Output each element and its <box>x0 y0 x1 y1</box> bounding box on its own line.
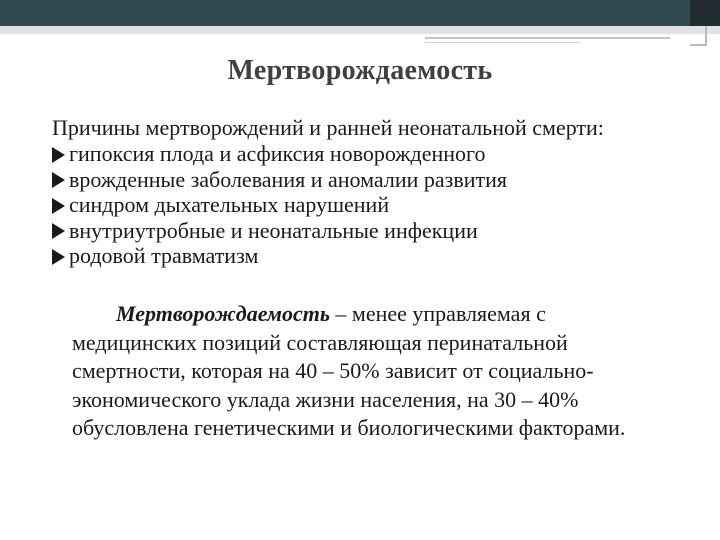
arrow-bullet-icon <box>52 249 65 265</box>
cause-text: гипоксия плода и асфиксия новорожденного <box>69 141 486 166</box>
cause-text: синдром дыхательных нарушений <box>69 192 390 217</box>
paragraph-line: экономического уклада жизни населения, на 30 – 40% <box>72 386 579 412</box>
list-item <box>52 243 507 269</box>
causes-intro: Причины мертворождений и ранней неонатальной смерти: <box>52 115 604 140</box>
decorative-line-secondary <box>425 42 580 43</box>
paragraph-term: Мертворождаемость <box>116 301 330 326</box>
slide-title: Мертворождаемость <box>227 55 493 86</box>
header-bar-corner <box>690 0 720 26</box>
list-item <box>52 192 507 218</box>
causes-list <box>52 141 507 269</box>
paragraph-line: медицинских позиций составляющая перинатальной <box>72 329 568 355</box>
decorative-bracket-horizontal <box>690 44 707 46</box>
arrow-bullet-icon <box>52 223 65 239</box>
list-item <box>52 141 507 167</box>
cause-text: внутриутробные и неонатальные инфекции <box>69 217 478 243</box>
paragraph-line-rest: – менее управляемая с <box>329 301 546 326</box>
paragraph-line <box>72 300 692 329</box>
decorative-bracket-vertical <box>705 26 707 46</box>
paragraph-line: смертности, которая на 40 – 50% зависит от социально- <box>72 358 594 383</box>
paragraph-line: обусловлена генетическими и биологическими факторами. <box>72 415 626 440</box>
header-stripe <box>0 26 720 34</box>
arrow-bullet-icon <box>52 172 65 188</box>
arrow-bullet-icon <box>52 198 65 214</box>
stillbirth-paragraph <box>72 300 692 443</box>
header-bar <box>0 0 720 26</box>
cause-text: родовой травматизм <box>69 243 259 268</box>
arrow-bullet-icon <box>52 147 65 163</box>
cause-text: врожденные заболевания и аномалии развития <box>69 166 507 192</box>
list-item <box>52 167 507 193</box>
list-item <box>52 218 507 244</box>
decorative-line <box>425 37 670 39</box>
